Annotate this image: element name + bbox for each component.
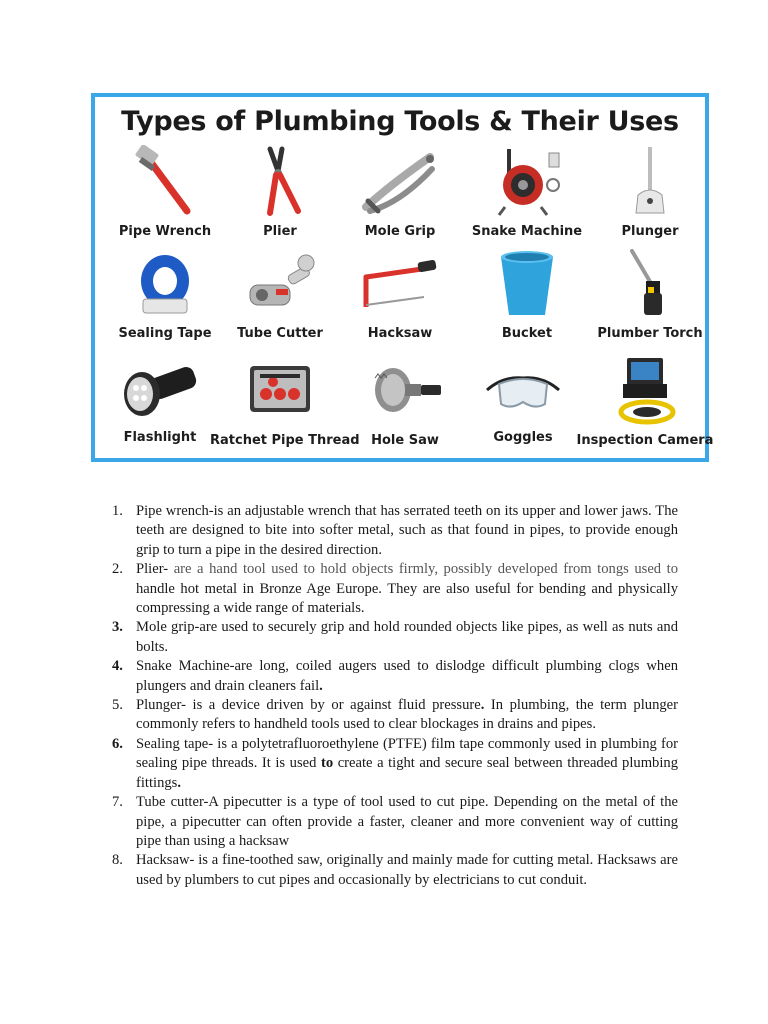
list-text xyxy=(136,618,678,657)
list-text-segment: Tube cutter-A pipecutter is a type of tool used to cut pipe. Depending on the metal of the pipe, a pipecutter can often provide a faster, cleaner and more convenient way of cutting pipe than using a hacksaw xyxy=(136,794,678,849)
list-item xyxy=(112,696,678,735)
list-text xyxy=(136,735,678,793)
tool-flashlight xyxy=(100,354,220,454)
list-item xyxy=(112,793,678,851)
tool-label: Ratchet Pipe Thread xyxy=(210,433,360,448)
list-text xyxy=(136,696,678,735)
list-text-segment: Pipe wrench-is an adjustable wrench that has serrated teeth on its upper and lower jaws. The teeth are designed to bite into softer metal, such as that found in pipes, to provide enough grip to turn a pipe in the desired direction. xyxy=(136,503,678,558)
goggles-icon xyxy=(483,354,563,426)
list-text-segment: . xyxy=(319,677,323,694)
tool-pipe-wrench xyxy=(105,145,225,245)
tube-cutter-icon xyxy=(240,247,320,319)
list-text xyxy=(136,793,678,851)
tool-label: Snake Machine xyxy=(471,224,583,239)
list-text-segment: create a tight and secure seal between threaded plumbing fittings xyxy=(136,755,678,791)
list-text-segment: . xyxy=(480,697,485,714)
tool-hacksaw xyxy=(340,247,460,347)
tool-label: Tube Cutter xyxy=(237,326,323,341)
tool-label: Mole Grip xyxy=(364,224,436,239)
tool-label: Pipe Wrench xyxy=(118,224,212,239)
list-number: 3. xyxy=(112,619,123,636)
tool-bucket xyxy=(467,247,587,347)
list-text xyxy=(136,560,678,618)
pipe-wrench-icon xyxy=(125,145,205,217)
tool-label: Flashlight xyxy=(123,430,197,445)
tool-goggles xyxy=(463,354,583,454)
tool-plunger xyxy=(590,145,710,245)
list-item xyxy=(112,560,678,618)
list-number: 2. xyxy=(112,561,123,578)
tool-label: Sealing Tape xyxy=(118,326,212,341)
tools-poster xyxy=(91,93,714,462)
tool-label: Hole Saw xyxy=(371,433,439,448)
tool-tube-cutter xyxy=(220,247,340,347)
flashlight-icon xyxy=(120,354,200,426)
tool-label: Plumber Torch xyxy=(597,326,703,341)
list-text xyxy=(136,502,678,560)
list-item xyxy=(112,735,678,793)
tool-ratchet-pipe-thread xyxy=(210,354,360,454)
tool-mole-grip xyxy=(340,145,460,245)
mole-grip-icon xyxy=(360,145,440,217)
sealing-tape-icon xyxy=(125,247,205,319)
list-text-segment: Mole grip-are used to securely grip and hold rounded objects like pipes, as well as nuts and bolts. xyxy=(136,619,678,655)
tool-snake-machine xyxy=(467,145,587,245)
tool-label: Inspection Camera xyxy=(576,433,714,448)
tool-plier xyxy=(220,145,340,245)
list-number: 5. xyxy=(112,697,123,714)
snake-machine-icon xyxy=(487,145,567,217)
list-text-segment: Plunger- is a device driven by or against fluid pressure xyxy=(136,697,481,714)
tool-inspection-camera xyxy=(576,354,714,454)
list-number: 1. xyxy=(112,503,123,519)
ratchet-pipe-thread-icon xyxy=(240,354,320,426)
plumber-torch-icon xyxy=(610,247,690,319)
hole-saw-icon xyxy=(365,354,445,426)
inspection-camera-icon xyxy=(605,354,685,426)
list-text-segment: In plumbing, the term plunger commonly refers to handheld tools used to clear blockages in drains and pipes. xyxy=(136,697,678,733)
list-text-segment: Snake Machine-are long, coiled augers used to dislodge difficult plumbing clogs when plungers and drain cleaners fail xyxy=(136,658,678,694)
list-text-segment: Sealing tape- is a polytetrafluoroethylene (PTFE) film tape commonly used in plumbing for sealing pipe threads. It is used xyxy=(136,735,678,772)
tool-label: Goggles xyxy=(493,430,553,445)
list-text-segment: handle hot metal in Bronze Age Europe. They are also useful for bending and physically compressing a wide range of materials. xyxy=(136,580,678,617)
list-number: 7. xyxy=(112,794,123,811)
list-text-segment: . xyxy=(177,774,182,791)
tool-label: Plier xyxy=(263,224,297,239)
list-number: 6. xyxy=(112,735,123,752)
list-item xyxy=(112,502,678,560)
tool-label: Bucket xyxy=(501,326,553,341)
tools-description-list xyxy=(112,502,678,890)
tool-sealing-tape xyxy=(105,247,225,347)
tool-hole-saw xyxy=(345,354,465,454)
plunger-icon xyxy=(610,145,690,217)
list-item xyxy=(112,618,678,657)
hacksaw-icon xyxy=(360,247,440,319)
tool-label: Plunger xyxy=(621,224,679,239)
plier-icon xyxy=(240,145,320,217)
list-number: 4. xyxy=(112,658,123,675)
list-item xyxy=(112,851,678,890)
list-text-segment: to xyxy=(320,755,334,772)
bucket-icon xyxy=(487,247,567,319)
list-text xyxy=(136,657,678,696)
list-number: 8. xyxy=(112,852,123,869)
poster-title: Types of Plumbing Tools & Their Uses xyxy=(121,106,679,137)
tool-plumber-torch xyxy=(590,247,710,347)
list-text-segment: are a hand tool used to hold objects firmly, possibly developed from tongs used to xyxy=(173,561,678,578)
list-text-segment: Hacksaw- is a fine-toothed saw, originally and mainly made for cutting metal. Hacksaws are used by plumbers to cut pipes and occasionally by electricians to cut conduit. xyxy=(136,852,678,888)
list-item xyxy=(112,657,678,696)
list-text-segment: Plier- xyxy=(136,561,174,578)
list-text xyxy=(136,851,678,890)
tool-label: Hacksaw xyxy=(367,326,433,341)
